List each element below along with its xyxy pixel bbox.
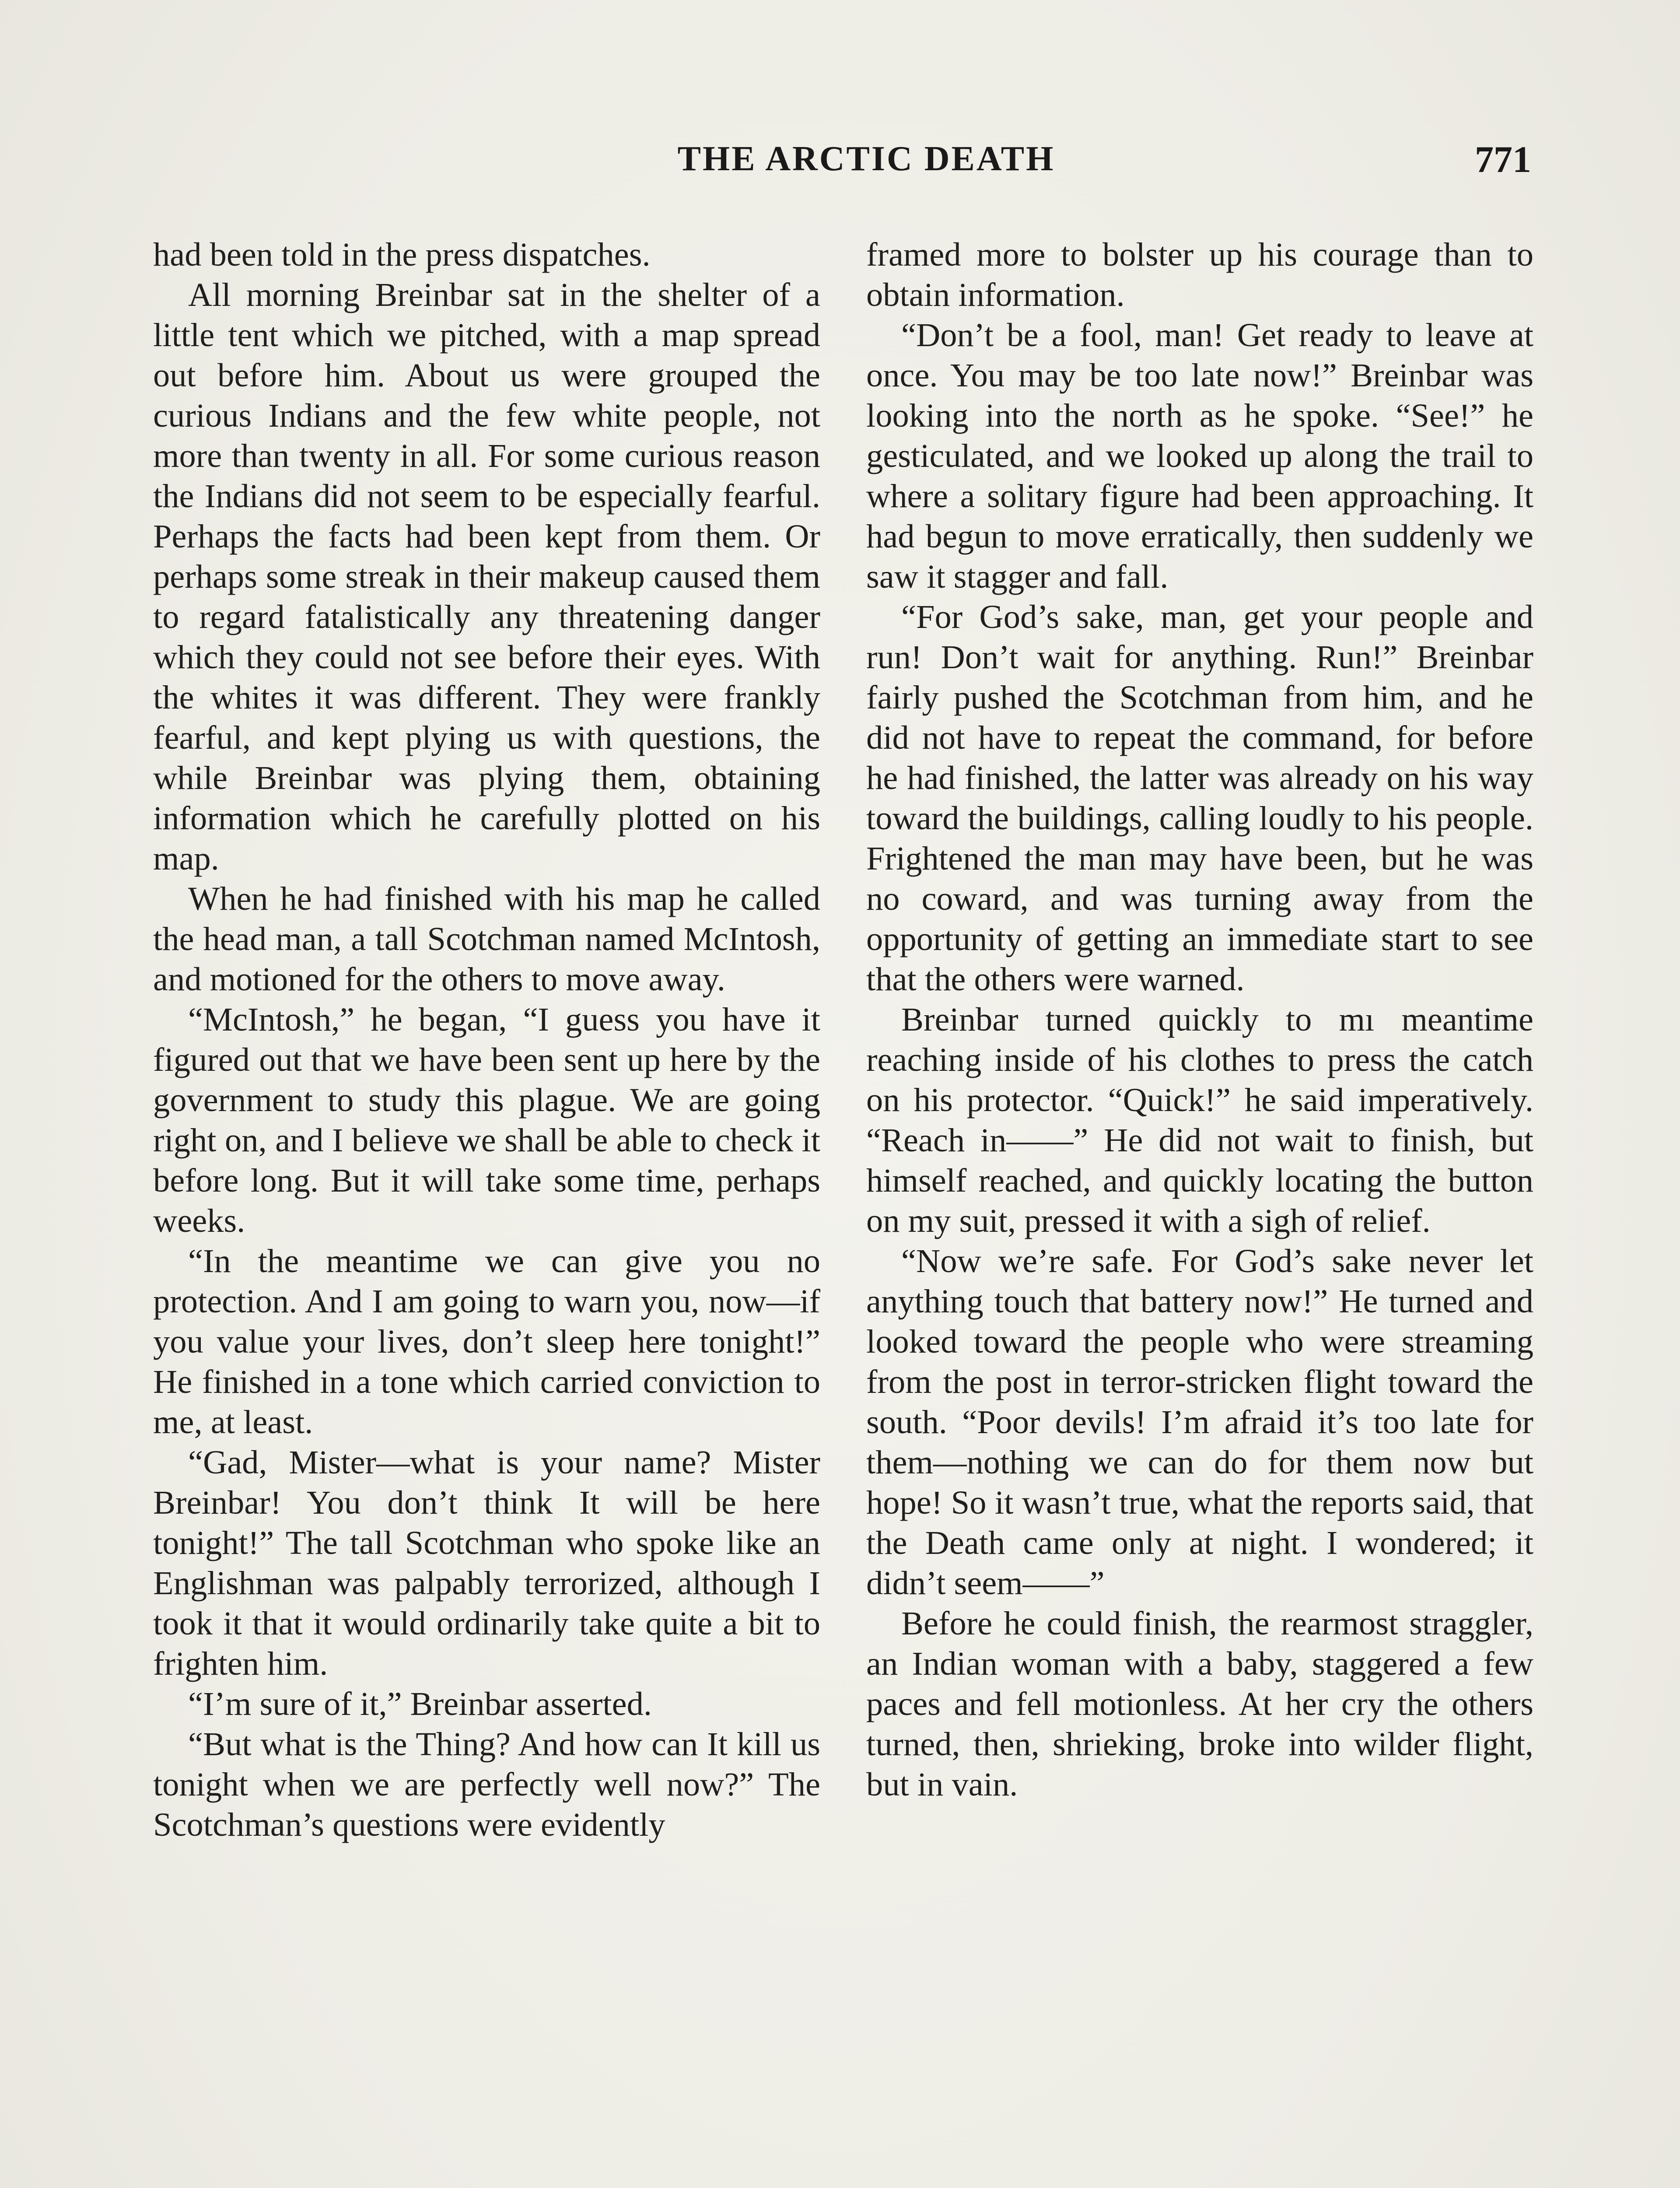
paragraph: Breinbar turned quickly to mı meantime reaching inside of his clothes to press the catch on his protector. “Quick!” he said imperatively. “Reach in——” He did not wait to finish, but himself reached, and quickly locating the button on my suit, pressed it with a sigh of relief. bbox=[866, 1001, 1533, 1239]
running-title: THE ARCTIC DEATH bbox=[677, 140, 1055, 178]
paragraph: Before he could finish, the rearmost straggler, an Indian woman with a baby, staggered a few paces and fell motionless. At her cry the others turned, then, shrieking, broke into wilder flight, but in vain. bbox=[866, 1605, 1533, 1803]
paragraph: “Don’t be a fool, man! Get ready to leave at once. You may be too late now!” Breinbar was looking into the north as he spoke. “See!” he gesticulated, and we looked up along the trail to where a solitary figure had been approaching. It had begun to move erratically, then suddenly we saw it stagger and fall. bbox=[866, 316, 1533, 595]
page-number: 771 bbox=[1475, 138, 1531, 180]
left-column bbox=[153, 235, 820, 2188]
paragraph: “Now we’re safe. For God’s sake never let anything touch that battery now!” He turned and looked toward the people who were streaming from the post in terror-stricken flight toward the south. “Poor devils! I’m afraid it’s too late for them—nothing we can do for them now but hope! So it wasn’t true, what the reports said, that the Death came only at night. I wondered; it didn’t seem——” bbox=[866, 1242, 1533, 1602]
paragraph: All morning Breinbar sat in the shelter of a little tent which we pitched, with a map spread out before him. About us were grouped the curious Indians and the few white people, not more than twenty in all. For some curious reason the Indians did not seem to be especially fearful. Perhaps the facts had been kept from them. Or perhaps some streak in their makeup caused them to regard fatalistically any threatening danger which they could not see before their eyes. With the whites it was different. They were frankly fearful, and kept plying us with questions, the while Breinbar was plying them, obtaining information which he carefully plotted on his map. bbox=[153, 276, 820, 877]
paragraph: “For God’s sake, man, get your people and run! Don’t wait for anything. Run!” Breinbar fairly pushed the Scotchman from him, and he did not have to repeat the command, for before he had finished, the latter was already on his way toward the buildings, calling loudly to his people. Frightened the man may have been, but he was no coward, and was turning away from the opportunity of getting an immediate start to see that the others were warned. bbox=[866, 598, 1533, 998]
paragraph: “In the meantime we can give you no protection. And I am going to warn you, now—if you value your lives, don’t sleep here tonight!” He finished in a tone which carried conviction to me, at least. bbox=[153, 1242, 820, 1441]
paragraph: “I’m sure of it,” Breinbar asserted. bbox=[188, 1685, 652, 1722]
paragraph: When he had finished with his map he called the head man, a tall Scotchman named McIntosh, and motioned for the others to move away. bbox=[153, 880, 820, 998]
paragraph: “Gad, Mister—what is your name? Mister Breinbar! You don’t think It will be here tonight!” The tall Scotchman who spoke like an Englishman was palpably terrorized, although I took it that it would ordinarily take quite a bit to frighten him. bbox=[153, 1444, 820, 1682]
paragraph: “McIntosh,” he began, “I guess you have it figured out that we have been sent up here by the government to study this plague. We are going right on, and I believe we shall be able to check it before long. But it will take some time, perhaps weeks. bbox=[153, 1001, 820, 1239]
right-column bbox=[866, 235, 1533, 2188]
paragraph: had been told in the press dispatches. bbox=[153, 236, 651, 273]
paragraph: framed more to bolster up his courage than to obtain information. bbox=[866, 236, 1533, 313]
paragraph: “But what is the Thing? And how can It kill us tonight when we are perfectly well now?” The Scotchman’s questions were evidently bbox=[153, 1725, 820, 1843]
